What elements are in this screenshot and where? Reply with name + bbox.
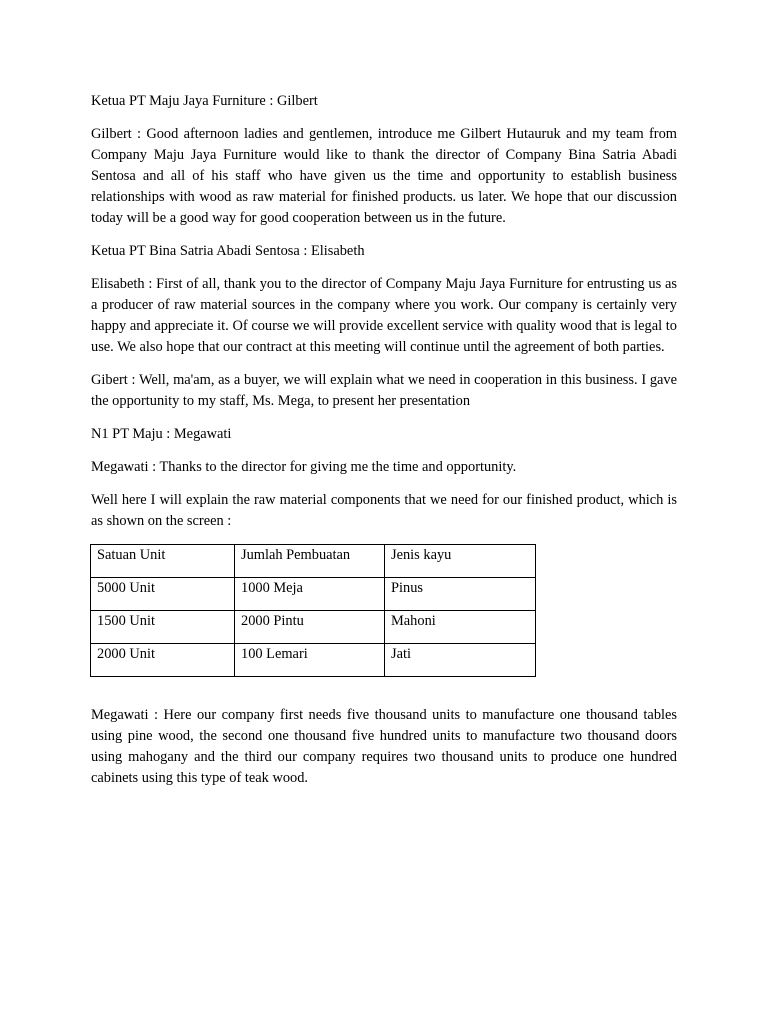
table-cell: Pinus <box>385 578 536 611</box>
table-header-cell: Jumlah Pembuatan <box>235 545 385 578</box>
paragraph-gibert-buyer: Gibert : Well, ma'am, as a buyer, we will explain what we need in cooperation in this business. I gave the opportunity to my staff, Ms. Mega, to present her presentation <box>91 372 677 409</box>
paragraph-megawati-explain: Well here I will explain the raw material components that we need for our finished product, which is as shown on the screen : <box>91 492 677 529</box>
table-cell: 2000 Pintu <box>235 611 385 644</box>
table-header-cell: Satuan Unit <box>91 545 235 578</box>
table-header-cell: Jenis kayu <box>385 545 536 578</box>
table-cell: 5000 Unit <box>91 578 235 611</box>
document-page <box>91 91 677 789</box>
speaker-heading-elisabeth: Ketua PT Bina Satria Abadi Sentosa : Elisabeth <box>91 243 365 259</box>
table-cell: 1500 Unit <box>91 611 235 644</box>
table-row <box>91 611 536 644</box>
table-cell: Mahoni <box>385 611 536 644</box>
table-cell: 1000 Meja <box>235 578 385 611</box>
paragraph-elisabeth-reply: Elisabeth : First of all, thank you to the director of Company Maju Jaya Furniture for entrusting us as a producer of raw material sources in the company where you work. Our company is certainly very happy and appreciate it. Of course we will provide excellent service with quality wood that is legal to use. We also hope that our contract at this meeting will continue until the agreement of both parties. <box>91 276 677 355</box>
table-row <box>91 578 536 611</box>
table-row <box>91 644 536 677</box>
table-cell: Jati <box>385 644 536 677</box>
paragraph-megawati-closing: Megawati : Here our company first needs five thousand units to manufacture one thousand tables using pine wood, the second one thousand five hundred units to manufacture two thousand doors using mahogany and the third our company requires two thousand units to produce one hundred cabinets using this type of teak wood. <box>91 707 677 786</box>
paragraph-megawati-thanks: Megawati : Thanks to the director for giving me the time and opportunity. <box>91 459 517 475</box>
paragraph-gilbert-intro: Gilbert : Good afternoon ladies and gentlemen, introduce me Gilbert Hutauruk and my team from Company Maju Jaya Furniture would like to thank the director of Company Bina Satria Abadi Sentosa and all of his staff who have given us the time and opportunity to establish business relationships with wood as raw material for finished products. us later. We hope that our discussion today will be a good way for good cooperation between us in the future. <box>91 126 677 226</box>
table-cell: 2000 Unit <box>91 644 235 677</box>
speaker-heading-megawati: N1 PT Maju : Megawati <box>91 426 232 442</box>
table-header-row <box>91 545 536 578</box>
speaker-heading-gilbert: Ketua PT Maju Jaya Furniture : Gilbert <box>91 93 318 109</box>
table-cell: 100 Lemari <box>235 644 385 677</box>
raw-material-table <box>90 544 536 677</box>
